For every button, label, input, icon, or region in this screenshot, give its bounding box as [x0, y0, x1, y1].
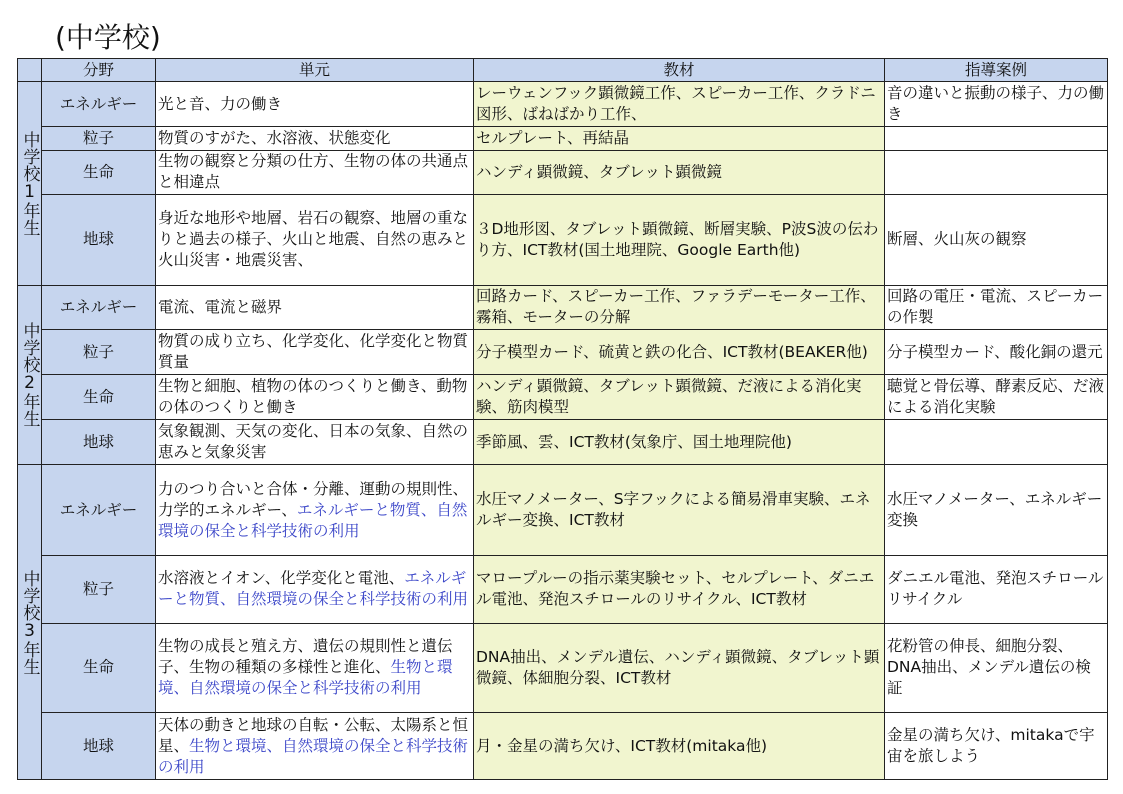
unit-cell: 生物の観察と分類の仕方、生物の体の共通点と相違点	[156, 150, 474, 194]
unit-cell: 身近な地形や地層、岩石の観察、地層の重なりと過去の様子、火山と地震、自然の恵みと火山災害・地震災害、	[156, 194, 474, 285]
table-row	[18, 713, 1108, 780]
header-row	[18, 59, 1108, 82]
material-cell: ハンディ顕微鏡、タブレット顕微鏡	[474, 150, 885, 194]
plan-cell: 回路の電圧・電流、スピーカーの作製	[885, 285, 1108, 329]
plan-cell: 音の違いと振動の様子、力の働き	[885, 82, 1108, 127]
plan-cell	[885, 127, 1108, 150]
field-cell: 生命	[42, 375, 156, 419]
material-cell: ハンディ顕微鏡、タブレット顕微鏡、だ液による消化実験、筋肉模型	[474, 375, 885, 419]
field-cell: エネルギー	[42, 285, 156, 329]
material-cell: 水圧マノメーター、S字フックによる簡易滑車実験、エネルギー変換、ICT教材	[474, 465, 885, 556]
plan-cell: ダニエル電池、発泡スチロールリサイクル	[885, 555, 1108, 623]
curriculum-table	[17, 58, 1108, 780]
header-corner	[18, 59, 42, 82]
material-cell: マロープルーの指示薬実験セット、セルプレート、ダニエル電池、発泡スチロールのリサイクル、ICT教材	[474, 555, 885, 623]
table-row	[18, 330, 1108, 375]
field-cell: 生命	[42, 150, 156, 194]
plan-cell: 花粉管の伸長、細胞分裂、DNA抽出、メンデル遺伝の検証	[885, 623, 1108, 713]
field-cell: エネルギー	[42, 82, 156, 127]
plan-cell: 聴覚と骨伝導、酵素反応、だ液による消化実験	[885, 375, 1108, 419]
field-cell: 地球	[42, 713, 156, 780]
material-cell: セルプレート、再結晶	[474, 127, 885, 150]
unit-cell: 光と音、力の働き	[156, 82, 474, 127]
table-row	[18, 419, 1108, 464]
unit-cell	[156, 713, 474, 780]
grade-label: 中学校1年生	[18, 82, 42, 286]
page-title: (中学校)	[55, 21, 161, 54]
material-cell: 季節風、雲、ICT教材(気象庁、国土地理院他)	[474, 419, 885, 464]
header-field: 分野	[42, 59, 156, 82]
table-row	[18, 150, 1108, 194]
field-cell: 粒子	[42, 330, 156, 375]
table-row	[18, 465, 1108, 556]
unit-text: 水溶液とイオン、化学変化と電池、	[158, 569, 405, 588]
header-material: 教材	[474, 59, 885, 82]
unit-cell	[156, 623, 474, 713]
plan-cell: 断層、火山灰の観察	[885, 194, 1108, 285]
unit-cell: 物質の成り立ち、化学変化、化学変化と物質質量	[156, 330, 474, 375]
unit-text-highlight: 生物と環境、自然環境の保全と科学技術の利用	[158, 658, 453, 698]
table-row	[18, 82, 1108, 127]
field-cell: 粒子	[42, 555, 156, 623]
unit-text: 生物の成長と殖え方、遺伝の規則性と遺伝子、生物の種類の多様性と進化、	[158, 637, 453, 677]
material-cell: 分子模型カード、硫黄と鉄の化合、ICT教材(BEAKER他)	[474, 330, 885, 375]
unit-text-highlight: エネルギーと物質、自然環境の保全と科学技術の利用	[158, 569, 469, 609]
header-plan: 指導案例	[885, 59, 1108, 82]
unit-text-highlight: エネルギーと物質、自然環境の保全と科学技術の利用	[158, 500, 468, 540]
table-row	[18, 285, 1108, 329]
table-row	[18, 555, 1108, 623]
plan-cell	[885, 419, 1108, 464]
material-cell: レーウェンフック顕微鏡工作、スピーカー工作、クラドニ図形、ばねばかり工作、	[474, 82, 885, 127]
plan-cell: 分子模型カード、酸化銅の還元	[885, 330, 1108, 375]
material-cell: 回路カード、スピーカー工作、ファラデーモーター工作、霧箱、モーターの分解	[474, 285, 885, 329]
field-cell: 地球	[42, 194, 156, 285]
header-unit: 単元	[156, 59, 474, 82]
material-cell: 月・金星の満ち欠け、ICT教材(mitaka他)	[474, 713, 885, 780]
plan-cell: 金星の満ち欠け、mitakaで宇宙を旅しよう	[885, 713, 1108, 780]
material-cell: DNA抽出、メンデル遺伝、ハンディ顕微鏡、タブレット顕微鏡、体細胞分裂、ICT教材	[474, 623, 885, 713]
plan-cell: 水圧マノメーター、エネルギー変換	[885, 465, 1108, 556]
plan-cell	[885, 150, 1108, 194]
table-row	[18, 375, 1108, 419]
table-row	[18, 194, 1108, 285]
grade-label: 中学校2年生	[18, 285, 42, 465]
unit-text: 力のつり合いと合体・分離、運動の規則性、力学的エネルギー、	[158, 479, 469, 519]
field-cell: 地球	[42, 419, 156, 464]
field-cell: 粒子	[42, 127, 156, 150]
unit-cell	[156, 555, 474, 623]
field-cell: 生命	[42, 623, 156, 713]
unit-cell: 生物と細胞、植物の体のつくりと働き、動物の体のつくりと働き	[156, 375, 474, 419]
unit-text-highlight: 生物と環境、自然環境の保全と科学技術の利用	[158, 736, 469, 776]
unit-cell: 気象観測、天気の変化、日本の気象、自然の恵みと気象災害	[156, 419, 474, 464]
table-row	[18, 623, 1108, 713]
unit-text: 天体の動きと地球の自転・公転、太陽系と恒星、	[158, 715, 469, 755]
field-cell: エネルギー	[42, 465, 156, 556]
grade-label: 中学校3年生	[18, 465, 42, 780]
unit-cell: 物質のすがた、水溶液、状態変化	[156, 127, 474, 150]
table-row	[18, 127, 1108, 150]
unit-cell: 電流、電流と磁界	[156, 285, 474, 329]
material-cell: ３D地形図、タブレット顕微鏡、断層実験、P波S波の伝わり方、ICT教材(国土地理院、Google Earth他)	[474, 194, 885, 285]
unit-cell	[156, 465, 474, 556]
